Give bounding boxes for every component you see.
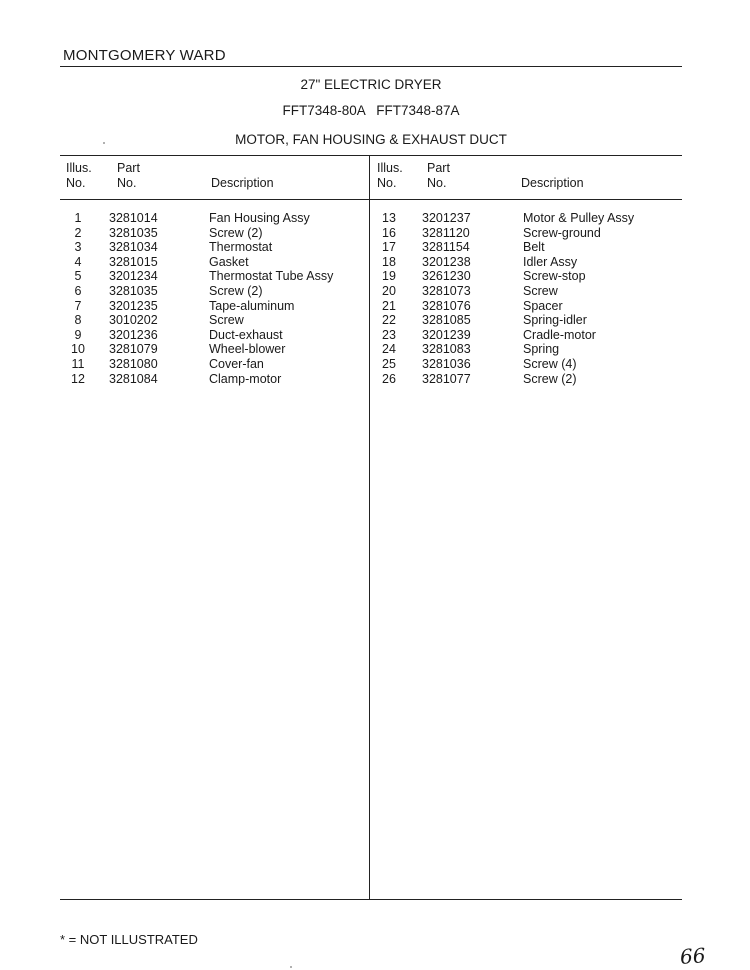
top-divider — [60, 66, 682, 67]
header-illus-left — [66, 161, 92, 191]
part-number: 3281073 — [422, 284, 471, 298]
brand-name: MONTGOMERY WARD — [63, 47, 226, 64]
part-number: 3281083 — [422, 342, 471, 357]
illus-number: 6 — [74, 284, 82, 298]
illus-number: 22 — [382, 313, 396, 328]
header-illus-line2: No. — [66, 176, 86, 190]
table-bottom-rule — [60, 899, 682, 900]
illus-number: 5 — [74, 269, 82, 284]
part-description: Gasket — [209, 254, 249, 269]
part-description: Cradle-motor — [523, 327, 596, 342]
part-description: Spacer — [523, 298, 563, 313]
part-number: 3281076 — [422, 298, 471, 313]
illus-number: 16 — [382, 225, 396, 240]
header-description-left: Description — [211, 176, 274, 190]
part-description: Spring-idler — [523, 313, 587, 328]
illus-number: 20 — [382, 284, 396, 298]
part-description: Screw (2) — [209, 284, 263, 298]
part-number: 3261230 — [422, 269, 471, 284]
illus-number: 1 — [74, 211, 82, 225]
part-description: Screw (4) — [523, 357, 577, 371]
part-description: Wheel-blower — [209, 342, 286, 357]
part-number: 3281035 — [109, 225, 158, 240]
part-description: Spring — [523, 342, 560, 357]
illus-number: 12 — [71, 371, 85, 386]
part-number: 3281079 — [109, 342, 158, 357]
part-number: 3010202 — [109, 313, 158, 328]
part-description: Idler Assy — [523, 254, 578, 269]
part-number: 3281120 — [422, 225, 470, 240]
illus-number: 8 — [74, 313, 82, 328]
header-illus-line1: Illus. — [66, 161, 92, 175]
header-illus-line1: Illus. — [377, 161, 403, 175]
illus-number: 9 — [74, 327, 82, 342]
illus-number: 2 — [74, 225, 82, 240]
handwritten-page-number: 66 — [679, 943, 707, 969]
illus-number: 23 — [382, 327, 396, 342]
part-description: Screw-stop — [523, 269, 586, 284]
part-description: Duct-exhaust — [209, 327, 283, 342]
scan-speck — [290, 966, 292, 968]
illus-number: 21 — [382, 298, 396, 313]
part-description: Clamp-motor — [209, 371, 282, 386]
part-description: Thermostat Tube Assy — [209, 269, 334, 284]
illus-number: 19 — [382, 269, 396, 284]
part-description: Thermostat — [209, 240, 273, 255]
part-number: 3281085 — [422, 313, 471, 328]
header-part-left — [117, 161, 140, 191]
part-number: 3281036 — [422, 357, 471, 371]
footnote: * = NOT ILLUSTRATED — [60, 932, 198, 947]
illus-number: 24 — [382, 342, 396, 357]
product-title: 27" ELECTRIC DRYER — [300, 77, 442, 92]
table-top-rule — [60, 155, 682, 156]
part-description: Screw — [209, 313, 244, 328]
header-part-line1: Part — [117, 161, 140, 175]
part-description: Screw (2) — [523, 371, 577, 386]
header-part-line1: Part — [427, 161, 450, 175]
illus-number: 10 — [71, 342, 85, 357]
model-numbers: FFT7348-80A FFT7348-87A — [282, 103, 460, 118]
illus-number: 18 — [382, 254, 396, 269]
column-divider — [369, 155, 370, 899]
part-number: 3201236 — [109, 327, 158, 342]
header-part-line2: No. — [427, 176, 447, 190]
table-header-rule — [60, 199, 682, 200]
part-number: 3281015 — [109, 254, 158, 269]
illus-number: 13 — [382, 211, 396, 225]
part-number: 3281034 — [109, 240, 158, 255]
illus-number: 25 — [382, 357, 396, 371]
header-part-line2: No. — [117, 176, 137, 190]
part-description: Cover-fan — [209, 357, 264, 371]
header-illus-right — [377, 161, 403, 191]
part-number: 3281035 — [109, 284, 158, 298]
part-description: Screw-ground — [523, 225, 601, 240]
part-description: Screw (2) — [209, 225, 263, 240]
part-number: 3281077 — [422, 371, 471, 386]
part-description: Fan Housing Assy — [209, 211, 310, 225]
illus-number: 11 — [71, 357, 85, 371]
part-description: Motor & Pulley Assy — [523, 211, 635, 225]
illus-number: 4 — [74, 254, 82, 269]
part-number: 3201239 — [422, 327, 471, 342]
part-number: 3281014 — [109, 211, 158, 225]
part-description: Belt — [523, 240, 545, 255]
scan-speck — [103, 142, 105, 144]
header-description-right: Description — [521, 176, 584, 190]
illus-number: 3 — [74, 240, 82, 255]
header-illus-line2: No. — [377, 176, 397, 190]
illus-number: 7 — [74, 298, 82, 313]
illus-number: 26 — [382, 371, 396, 386]
part-number: 3281080 — [109, 357, 158, 371]
illus-number: 17 — [382, 240, 396, 255]
part-number: 3201237 — [422, 211, 471, 225]
part-number: 3201235 — [109, 298, 158, 313]
section-title: MOTOR, FAN HOUSING & EXHAUST DUCT — [235, 132, 507, 147]
part-number: 3281084 — [109, 371, 158, 386]
part-number: 3281154 — [422, 240, 470, 255]
part-description: Screw — [523, 284, 558, 298]
part-description: Tape-aluminum — [209, 298, 295, 313]
header-part-right — [427, 161, 450, 191]
part-number: 3201238 — [422, 254, 471, 269]
part-number: 3201234 — [109, 269, 158, 284]
